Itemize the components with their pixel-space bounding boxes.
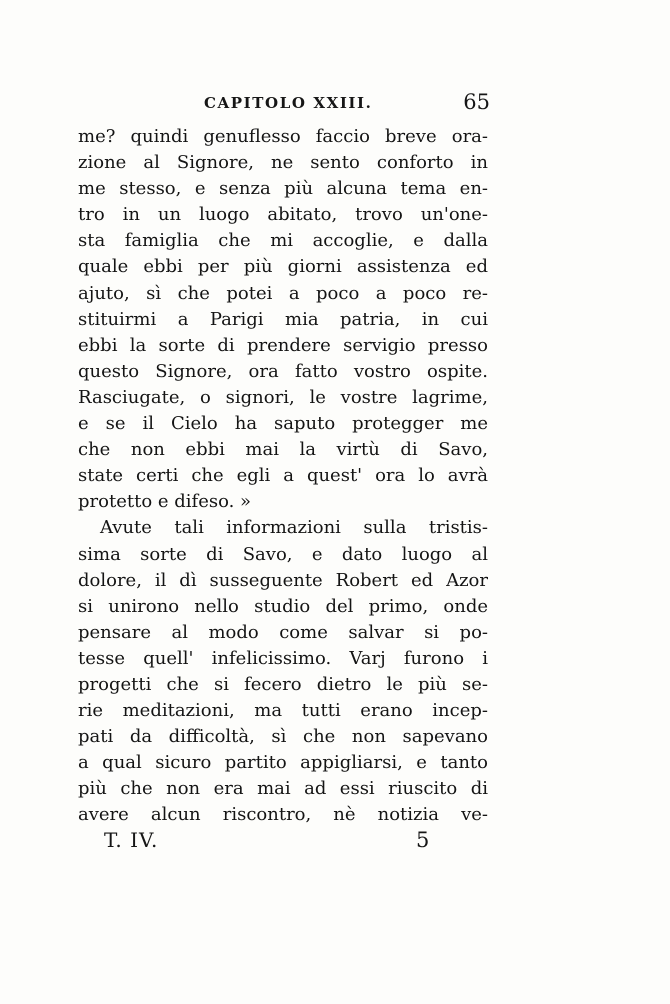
text-line: dolore, il dì susseguente Robert ed Azor: [78, 569, 488, 591]
text-line: a qual sicuro partito appigliarsi, e tanto: [78, 752, 488, 774]
page-header: [78, 90, 490, 120]
text-line: rie meditazioni, ma tutti erano incep-: [78, 700, 488, 722]
volume-signature: T. IV.: [104, 828, 159, 852]
text-line: pensare al modo come salvar si po-: [78, 621, 488, 643]
text-line: zione al Signore, ne sento conforto in: [78, 152, 488, 174]
body-text: [78, 124, 488, 829]
page-number: 65: [463, 90, 490, 114]
text-line: e se il Cielo ha saputo protegger me: [78, 413, 488, 435]
text-line: ebbi la sorte di prendere servigio presso: [78, 334, 488, 356]
text-line: più che non era mai ad essi riuscito di: [78, 778, 488, 800]
text-line: state certi che egli a quest' ora lo avrà: [78, 465, 488, 487]
text-line: quale ebbi per più giorni assistenza ed: [78, 256, 488, 278]
text-line: sima sorte di Savo, e dato luogo al: [78, 543, 488, 565]
text-line: questo Signore, ora fatto vostro ospite.: [78, 360, 488, 382]
page-footer: [78, 828, 490, 858]
text-line: tesse quell' infelicissimo. Varj furono i: [78, 647, 488, 669]
text-line: avere alcun riscontro, nè notizia ve-: [78, 804, 488, 826]
text-line: me? quindi genuflesso faccio breve ora-: [78, 126, 488, 147]
text-line: tro in un luogo abitato, trovo un'one-: [78, 204, 488, 226]
text-line: che non ebbi mai la virtù di Savo,: [78, 439, 488, 461]
running-head: CAPITOLO XXIII.: [204, 94, 373, 112]
text-line: stituirmi a Parigi mia patria, in cui: [78, 308, 488, 330]
text-line: pati da difficoltà, sì che non sapevano: [78, 726, 488, 748]
gathering-mark: 5: [416, 828, 430, 852]
text-line: Rasciugate, o signori, le vostre lagrime,: [78, 386, 488, 408]
text-line: me stesso, e senza più alcuna tema en-: [78, 178, 488, 200]
text-line: ajuto, sì che potei a poco a poco re-: [78, 282, 488, 304]
text-line: protetto e difeso. »: [78, 491, 252, 513]
text-line: progetti che si fecero dietro le più se-: [78, 673, 488, 695]
text-line: sta famiglia che mi accoglie, e dalla: [78, 230, 488, 252]
paragraph-first-line: Avute tali informazioni sulla tristis-: [100, 517, 488, 539]
text-line: si unirono nello studio del primo, onde: [78, 595, 488, 617]
